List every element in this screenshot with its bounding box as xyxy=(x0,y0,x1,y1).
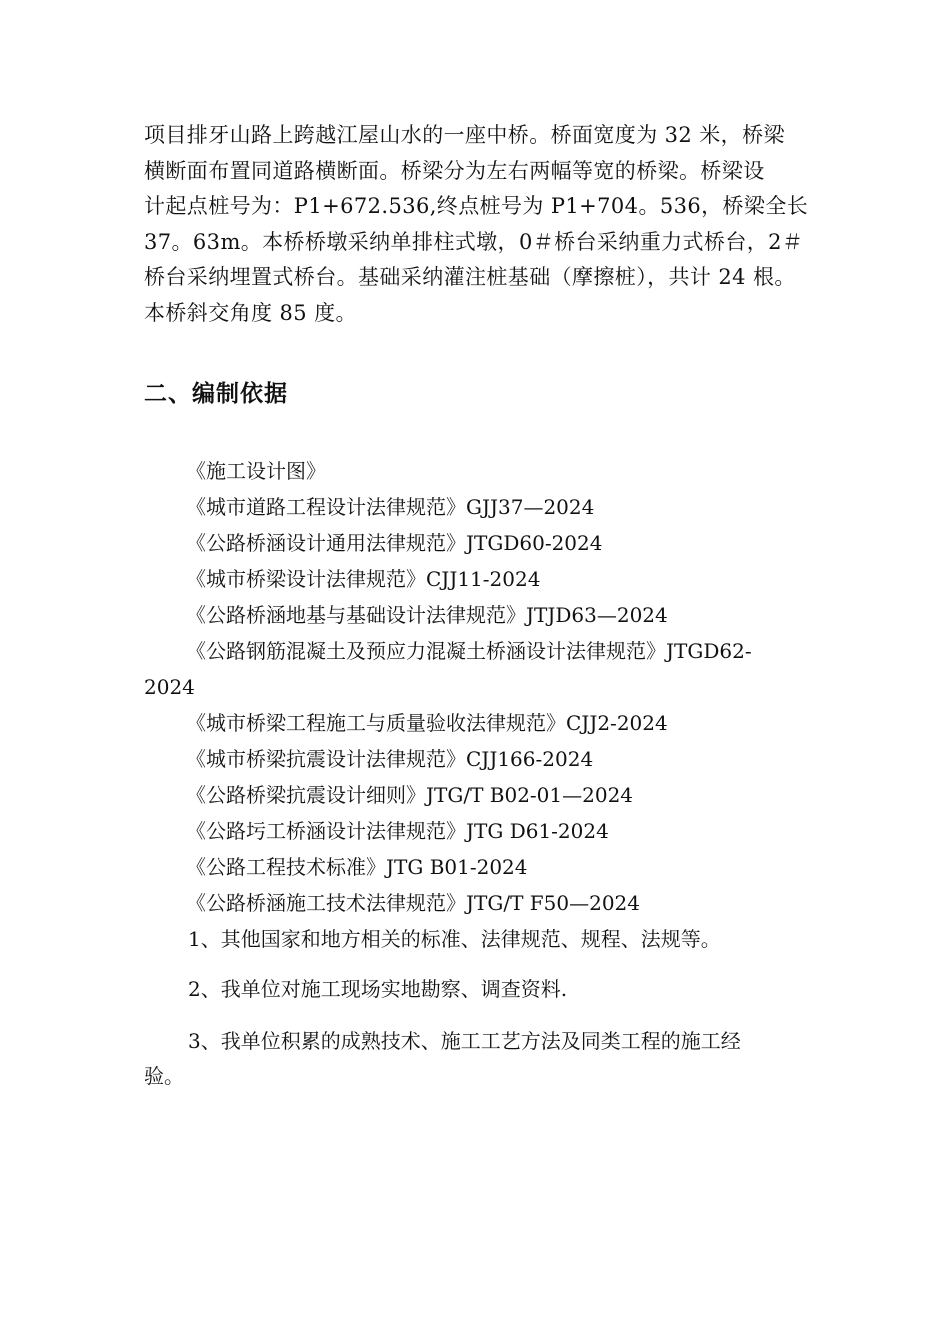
note-item: 2、我单位对施工现场实地勘察、调查资料. xyxy=(188,977,568,1001)
reference-item: 《公路桥涵地基与基础设计法律规范》JTJD63—2024 xyxy=(186,603,668,627)
note-item: 3、我单位积累的成熟技术、施工工艺方法及同类工程的施工经 xyxy=(188,1029,741,1053)
intro-line: 桥台采纳埋置式桥台。基础采纳灌注桩基础（摩擦桩），共计 24 根。 xyxy=(144,265,796,289)
intro-paragraph xyxy=(144,118,824,331)
reference-item: 《公路桥涵设计通用法律规范》JTGD60-2024 xyxy=(186,531,603,555)
reference-item: 《城市道路工程设计法律规范》GJJ37—2024 xyxy=(186,495,595,519)
reference-item: 《城市桥梁设计法律规范》CJJ11-2024 xyxy=(186,567,541,591)
note-item-continuation: 验。 xyxy=(144,1064,184,1088)
reference-item: 《施工设计图》 xyxy=(186,459,326,483)
intro-line: 计起点桩号为：P1+672.536,终点桩号为 P1+704。536，桥梁全长 xyxy=(144,194,809,218)
reference-item: 《公路钢筋混凝土及预应力混凝土桥涵设计法律规范》JTGD62- xyxy=(186,639,752,663)
reference-item: 《公路工程技术标准》JTG B01-2024 xyxy=(186,855,528,879)
reference-list xyxy=(144,453,824,921)
reference-item: 《城市桥梁抗震设计法律规范》CJJ166-2024 xyxy=(186,747,594,771)
intro-line: 项目排牙山路上跨越江屋山水的一座中桥。桥面宽度为 32 米，桥梁 xyxy=(144,123,785,147)
intro-line: 横断面布置同道路横断面。桥梁分为左右两幅等宽的桥梁。桥梁设 xyxy=(144,158,765,183)
intro-line: 本桥斜交角度 85 度。 xyxy=(144,300,357,325)
reference-item: 《公路桥梁抗震设计细则》JTG/T B02-01—2024 xyxy=(186,783,634,807)
section-heading: 二、编制依据 xyxy=(144,381,288,407)
reference-item: 《公路圬工桥涵设计法律规范》JTG D61-2024 xyxy=(186,819,609,843)
reference-item: 《公路桥涵施工技术法律规范》JTG/T F50—2024 xyxy=(186,891,640,915)
note-item: 1、其他国家和地方相关的标准、法律规范、规程、法规等。 xyxy=(188,927,721,951)
reference-item-continuation: 2024 xyxy=(144,675,195,699)
intro-line: 37。63m。本桥桥墩采纳单排柱式墩，0＃桥台采纳重力式桥台，2＃ xyxy=(144,229,804,254)
reference-item: 《城市桥梁工程施工与质量验收法律规范》CJJ2-2024 xyxy=(186,711,668,735)
